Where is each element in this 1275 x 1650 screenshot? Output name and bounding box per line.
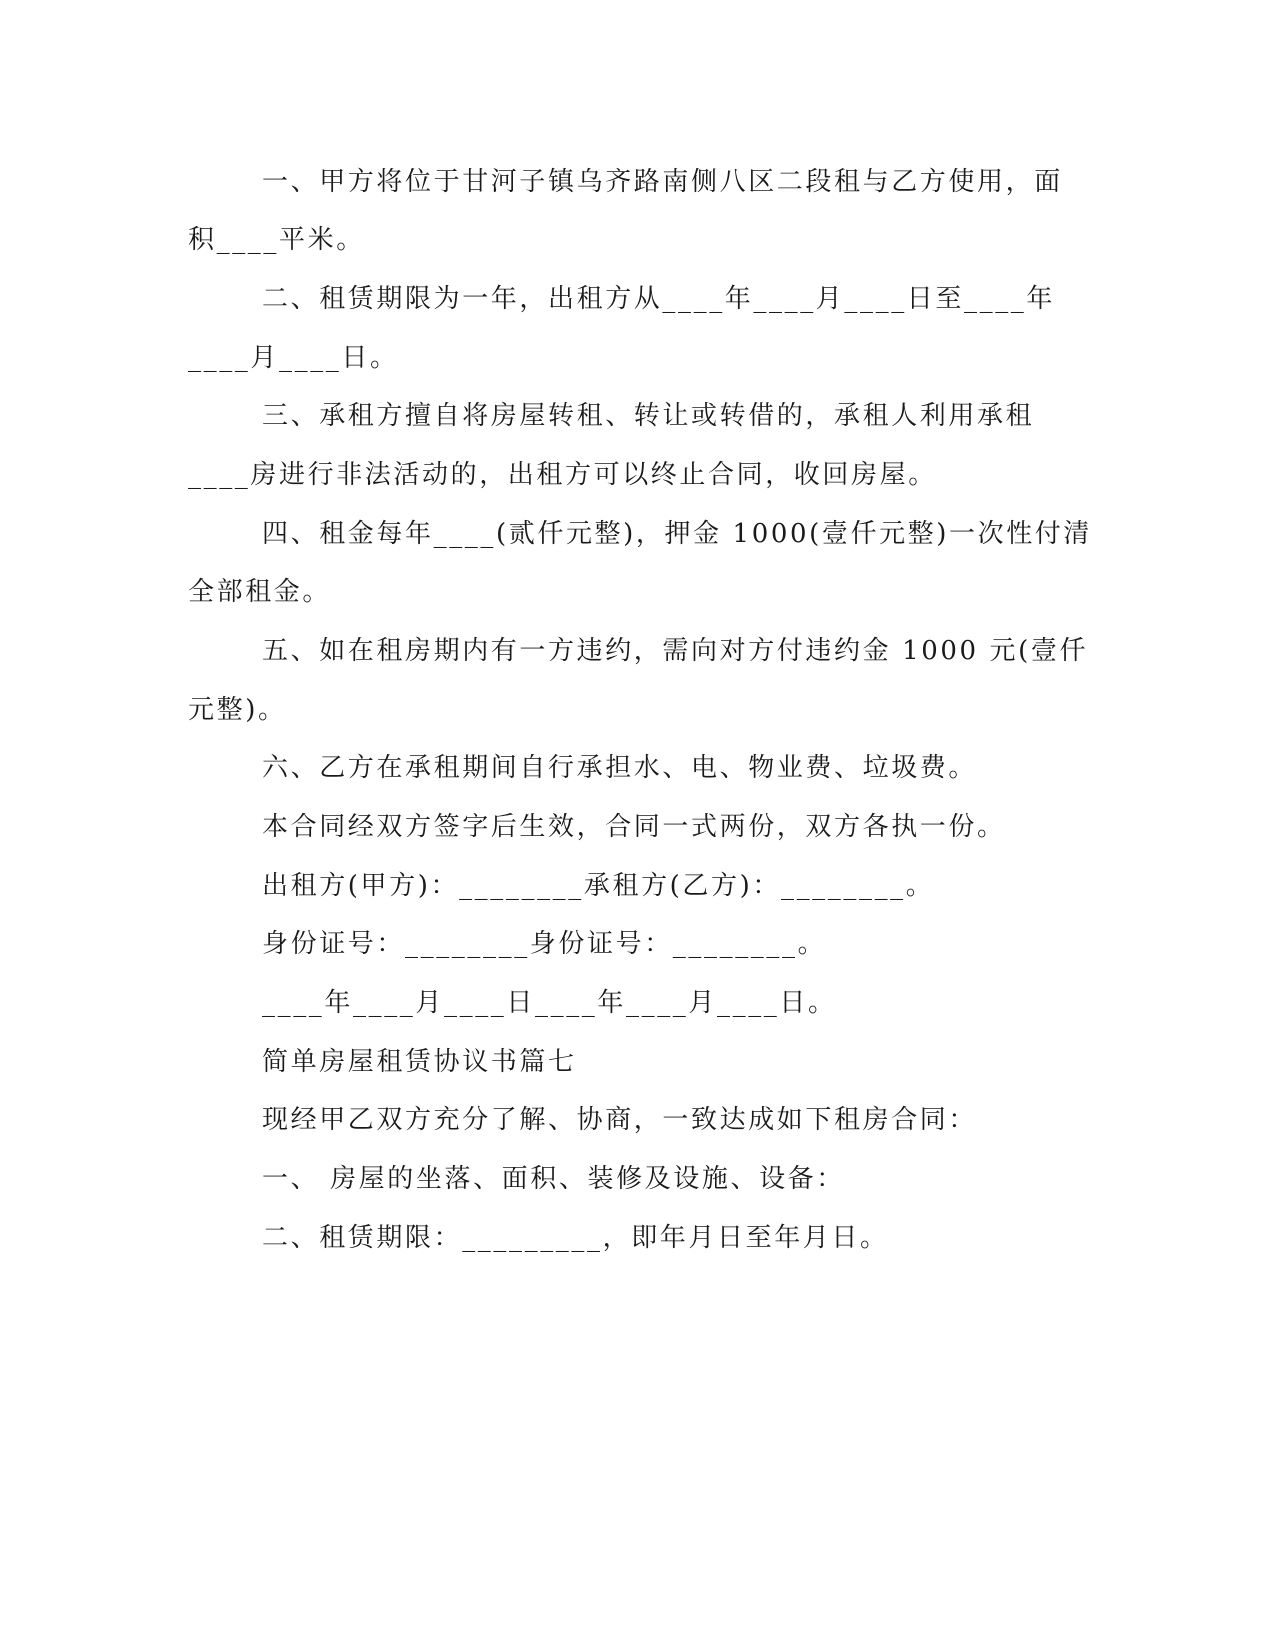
clause-2-line-2: ____月____日。 bbox=[188, 343, 399, 373]
section-heading: 简单房屋租赁协议书篇七 bbox=[262, 1047, 577, 1077]
clause-1-line-1: 一、甲方将位于甘河子镇乌齐路南侧八区二段租与乙方使用，面 bbox=[262, 167, 1063, 197]
clause-4-line-2: 全部租金。 bbox=[188, 577, 332, 607]
item-1: 一、 房屋的坐落、面积、装修及设施、设备： bbox=[262, 1164, 845, 1194]
signature-dates: ____年____月____日____年____月____日。 bbox=[262, 988, 837, 1018]
clause-6: 六、乙方在承租期间自行承担水、电、物业费、垃圾费。 bbox=[262, 753, 978, 783]
clause-1-line-2: 积____平米。 bbox=[188, 225, 365, 255]
item-2: 二、租赁期限：_________，即年月日至年月日。 bbox=[262, 1223, 889, 1253]
clause-4-line-1: 四、租金每年____(贰仟元整)，押金 1000(壹仟元整)一次性付清 bbox=[262, 519, 1093, 549]
clause-5-line-2: 元整)。 bbox=[188, 695, 287, 725]
signature-id-numbers: 身份证号：________身份证号：________。 bbox=[262, 929, 827, 959]
clause-5-line-1: 五、如在租房期内有一方违约，需向对方付违约金 1000 元(壹仟 bbox=[262, 636, 1089, 666]
signature-parties: 出租方(甲方)：________承租方(乙方)：________。 bbox=[262, 871, 935, 901]
clause-2-line-1: 二、租赁期限为一年，出租方从____年____月____日至____年 bbox=[262, 284, 1056, 314]
clause-3-line-1: 三、承租方擅自将房屋转租、转让或转借的，承租人利用承租 bbox=[262, 401, 1035, 431]
clause-3-line-2: ____房进行非法活动的，出租方可以终止合同，收回房屋。 bbox=[188, 460, 937, 490]
effective-clause: 本合同经双方签字后生效，合同一式两份，双方各执一份。 bbox=[262, 812, 1006, 842]
intro-paragraph: 现经甲乙双方充分了解、协商，一致达成如下租房合同： bbox=[262, 1105, 978, 1135]
